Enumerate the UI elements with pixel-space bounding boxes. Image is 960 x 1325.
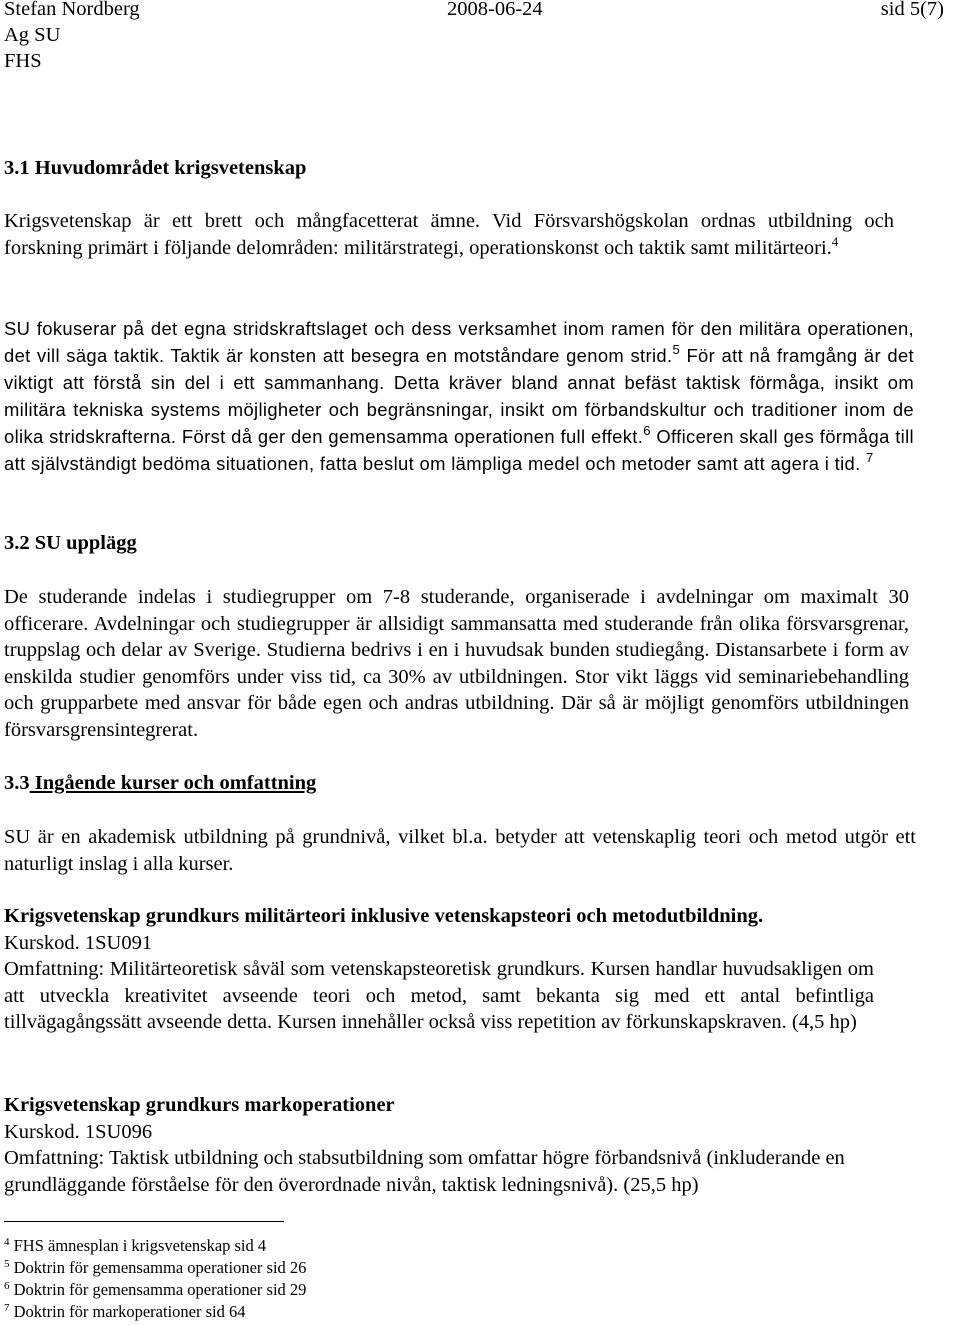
heading-text: SU upplägg: [29, 532, 137, 554]
section-3-3-heading: [4, 770, 316, 797]
footnote-separator: [4, 1221, 284, 1222]
header-unit: Ag SU: [4, 24, 61, 46]
footnote-5: [4, 1258, 306, 1278]
footnote-text: FHS ämnesplan i krigsvetenskap sid 4: [13, 1236, 267, 1255]
header-page-number: sid 5(7): [880, 0, 944, 20]
heading-text: Ingående kurser och omfattning: [29, 772, 317, 794]
section-3-1-paragraph-2: [4, 315, 914, 477]
footnote-number: 7: [4, 1302, 10, 1314]
course-2: [4, 1092, 960, 1198]
header-org: FHS: [4, 50, 42, 72]
course-2-title: Krigsvetenskap grundkurs markoperationer: [4, 1094, 395, 1116]
footnote-ref: 7: [866, 450, 874, 465]
footnote-4: [4, 1236, 266, 1256]
paragraph-text: Krigsvetenskap är ett brett och mångfacetterat ämne. Vid Försvarshögskolan ordnas utbildning och forskning primärt i följande delområden: militärstrategi, operationskonst och taktik samt militärteori.: [4, 210, 894, 259]
course-1-code: Kurskod. 1SU091: [4, 931, 153, 954]
page-header: [4, 0, 944, 22]
footnote-6: [4, 1280, 306, 1300]
course-2-code: Kurskod. 1SU096: [4, 1120, 153, 1143]
section-3-1-paragraph-1: [4, 208, 894, 261]
section-3-2-heading: [4, 530, 137, 557]
footnote-7: [4, 1302, 245, 1322]
course-2-scope: Omfattning: Taktisk utbildning och stabsutbildning som omfattar högre förbandsnivå (inkluderande en grundläggande förståelse för den överordnade nivån, taktisk ledningsnivå). (25,5 hp): [4, 1147, 845, 1196]
header-date: 2008-06-24: [447, 0, 543, 20]
course-1-title: Krigsvetenskap grundkurs militärteori inklusive vetenskapsteori och metodutbildning.: [4, 905, 764, 927]
course-1-scope: Omfattning: Militärteoretisk såväl som vetenskapsteoretisk grundkurs. Kursen handlar huvudsakligen om att utveckla kreativitet avseende teori och metod, samt bekanta sig med ett antal befintliga tillvägagångssätt avseende detta. Kursen innehåller också viss repetition av förkunskapskraven. (4,5 hp): [4, 958, 874, 1033]
paragraph-text: Officeren skall ges förmåga till att självständigt bedöma situationen, fatta beslut om lämpliga medel och metoder samt att agera i tid.: [4, 426, 914, 474]
footnote-text: Doktrin för gemensamma operationer sid 29: [13, 1280, 307, 1299]
footnote-ref: 4: [831, 233, 839, 249]
paragraph-text: För att nå framgång är det viktigt att förstå sin del i ett sammanhang. Detta kräver bland annat befäst taktisk förmåga, insikt om militära tekniska systems möjligheter och begränsningar, insikt om förbandskultur och traditioner inom de olika stridskrafterna. Först då ger den gemensamma operationen full effekt.: [4, 345, 914, 447]
footnote-ref: 5: [672, 342, 681, 357]
section-3-2-paragraph: De studerande indelas i studiegrupper om 7-8 studerande, organiserade i avdelningar om maximalt 30 officerare. Avdelningar och studiegrupper är allsidigt sammansatta med studerande från olika försvarsgrenar, truppslag och delar av Sverige. Studierna bedrivs i en i huvudsak bunden studiegång. Distansarbete i form av enskilda studier genomförs under viss tid, ca 30% av utbildningen. Stor vikt läggs vid seminariebehandling och grupparbete med ansvar för både egen och andras utbildning. Där så är möjligt genomförs utbildningen försvarsgrensintegrerat.: [4, 586, 909, 741]
footnote-number: 4: [4, 1236, 10, 1248]
footnote-number: 5: [4, 1258, 10, 1270]
footnote-text: Doktrin för markoperationer sid 64: [13, 1302, 246, 1321]
footnote-number: 6: [4, 1280, 10, 1292]
section-3-3-paragraph: SU är en akademisk utbildning på grundnivå, vilket bl.a. betyder att vetenskaplig teori och metod utgör ett naturligt inslag i alla kurser.: [4, 826, 916, 875]
footnote-ref: 6: [643, 423, 651, 438]
course-1: [4, 903, 954, 1036]
section-3-1-heading: 3.1 Huvudområdet krigsvetenskap: [4, 157, 307, 179]
header-author: Stefan Nordberg: [4, 0, 140, 20]
heading-number: 3.2: [4, 532, 30, 554]
heading-number: 3.3: [4, 772, 30, 794]
footnote-text: Doktrin för gemensamma operationer sid 26: [13, 1258, 307, 1277]
paragraph-text: SU fokuserar på det egna stridskraftslaget och dess verksamhet inom ramen för den militära operationen, det vill säga taktik. Taktik är konsten att besegra en motståndare genom strid.: [4, 318, 914, 366]
